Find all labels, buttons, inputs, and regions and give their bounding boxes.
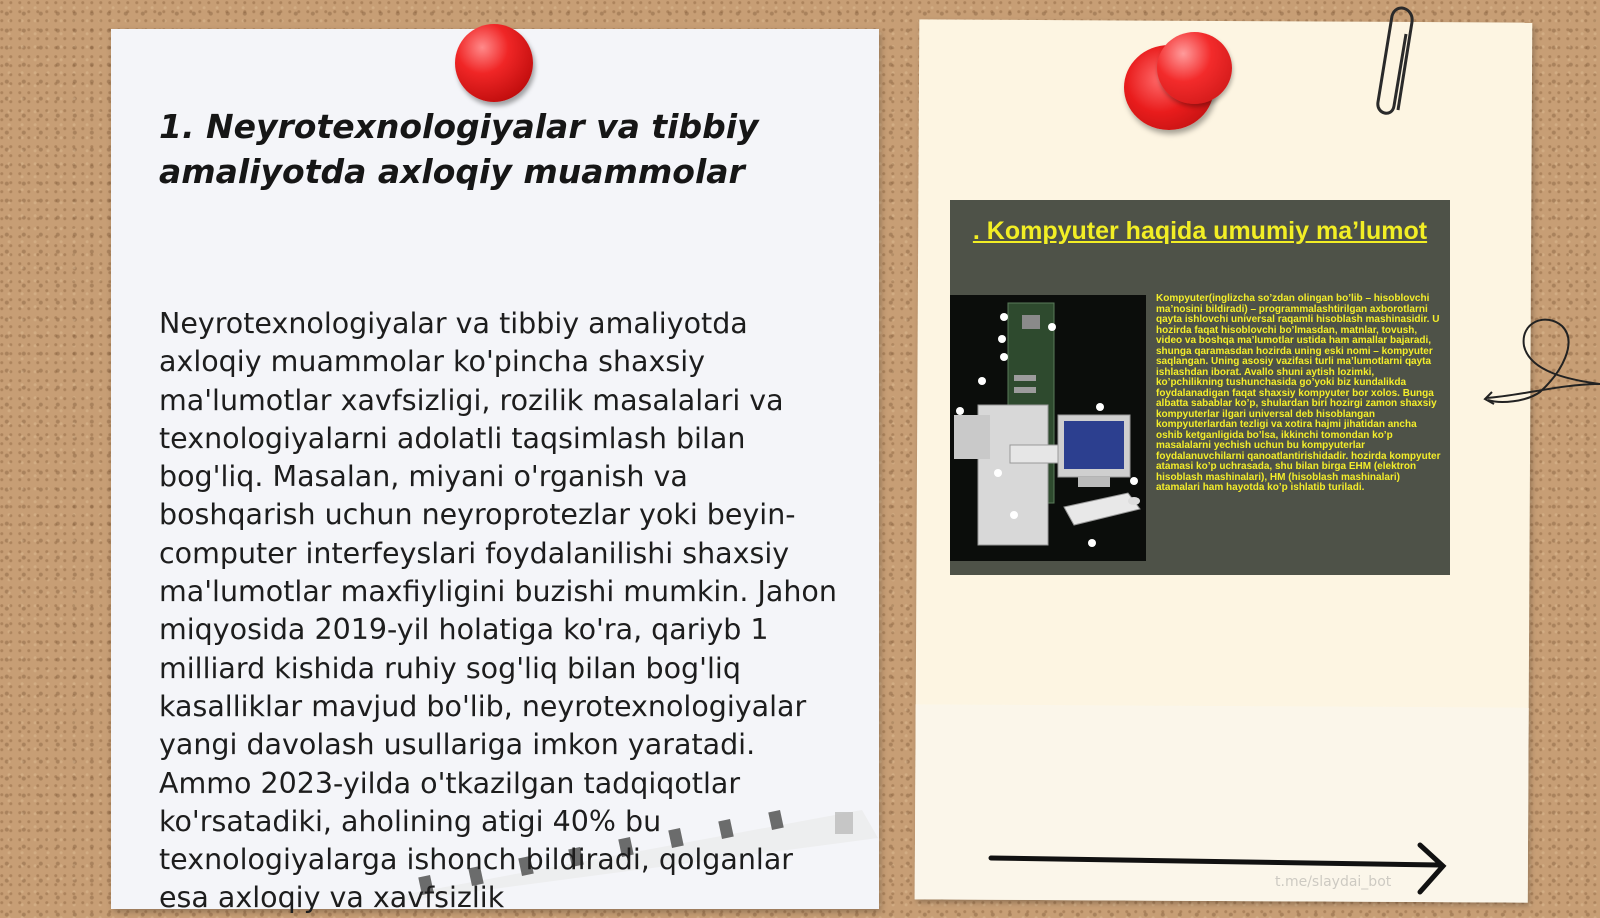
- watermark: t.me/slaydai_bot: [1275, 874, 1392, 890]
- card-body-text: Neyrotexnologiyalar va tibbiy amaliyotda axloqiy muammolar ko'pincha shaxsiy ma'lumotlar xavfsizligi, rozilik masalalari va texnologiyalarni adolatli taqsimlash bilan bog'liq. Masalan, miyani o'rganish va boshqarish uchun neyroprotezlar yoki beyin-computer interfeyslari foydalanilishi shaxsiy ma'lumotlar maxfiyligini buzishi mumkin. Jahon miqyosida 2019-yil holatiga ko'ra, qariyb 1 milliard kishida ruhiy sog'liq bilan bog'liq kasalliklar mavjud bo'lib, neyrotexnologiyalar yangi davolash usullariga imkon yaratadi. Ammo 2023-yilda o'tkazilgan tadqiqotlar ko'rsatadiki, aholining atigi 40% bu texnologiyalarga ishonch bildiradi, qolganlar esa axloqiy va xavfsizlik: [159, 307, 837, 915]
- computer-illustration: [950, 295, 1146, 561]
- doodle-loop: [1485, 320, 1600, 404]
- paperclip: [1378, 8, 1412, 113]
- computer-slide-image: [950, 200, 1450, 575]
- computer-icon: [950, 295, 1146, 561]
- red-pushpin-left: [455, 24, 533, 102]
- red-pushpin-right-top: [1157, 32, 1232, 104]
- slide-title: . Kompyuter haqida umumiy ma’lumot: [972, 217, 1428, 245]
- card-title: 1. Neyrotexnologiyalar va tibbiy amaliyotda axloqiy muammolar: [159, 107, 759, 191]
- slide-body-text: Kompyuter(inglizcha so’zdan olingan bo’lib – hisoblovchi ma’nosini bildiradi) – programmalashtirilgan axborotlarni qayta ishlovchi universal raqamli hisoblash mashinasidir. U hozirda faqat hisoblovchi bo’lmasdan, matnlar, tovush, video va boshqa ma’lumotlar ustida ham amallar bajaradi, shunga qaramasdan hozirda uning eski nomi – kompyuter saqlangan. Uning asosiy vazifasi turli ma’lumotlarni qayta ishlashdan iborat. Avallo shuni aytish lozimki, ko’pchilikning tushunchasida go’yoki biz kundalikda foydalanadigan faqat shaxsiy kompyuter bor xolos. Bunga albatta sabablar ko’p, shulardan biri hozirgi zamon shaxsiy kompyuterlar ilgari universal deb hisoblangan kompyuterlardan tezligi va xotira hajmi jihatidan ancha oshib ketganligida bo’lsa, ikkinchi tomondan ko’p masalalarni yechish uchun bu kompyuterlar foydalanuvchilarni qanoatlantirishidadir. hozirda kompyuter atamasi ko’p uchrasada, shu bilan birga EHM (elektron hisoblash mashinalari), HM (hisoblash mashinalari) atamalari ham hayotda ko’p ishlatib turiladi.: [1156, 293, 1441, 493]
